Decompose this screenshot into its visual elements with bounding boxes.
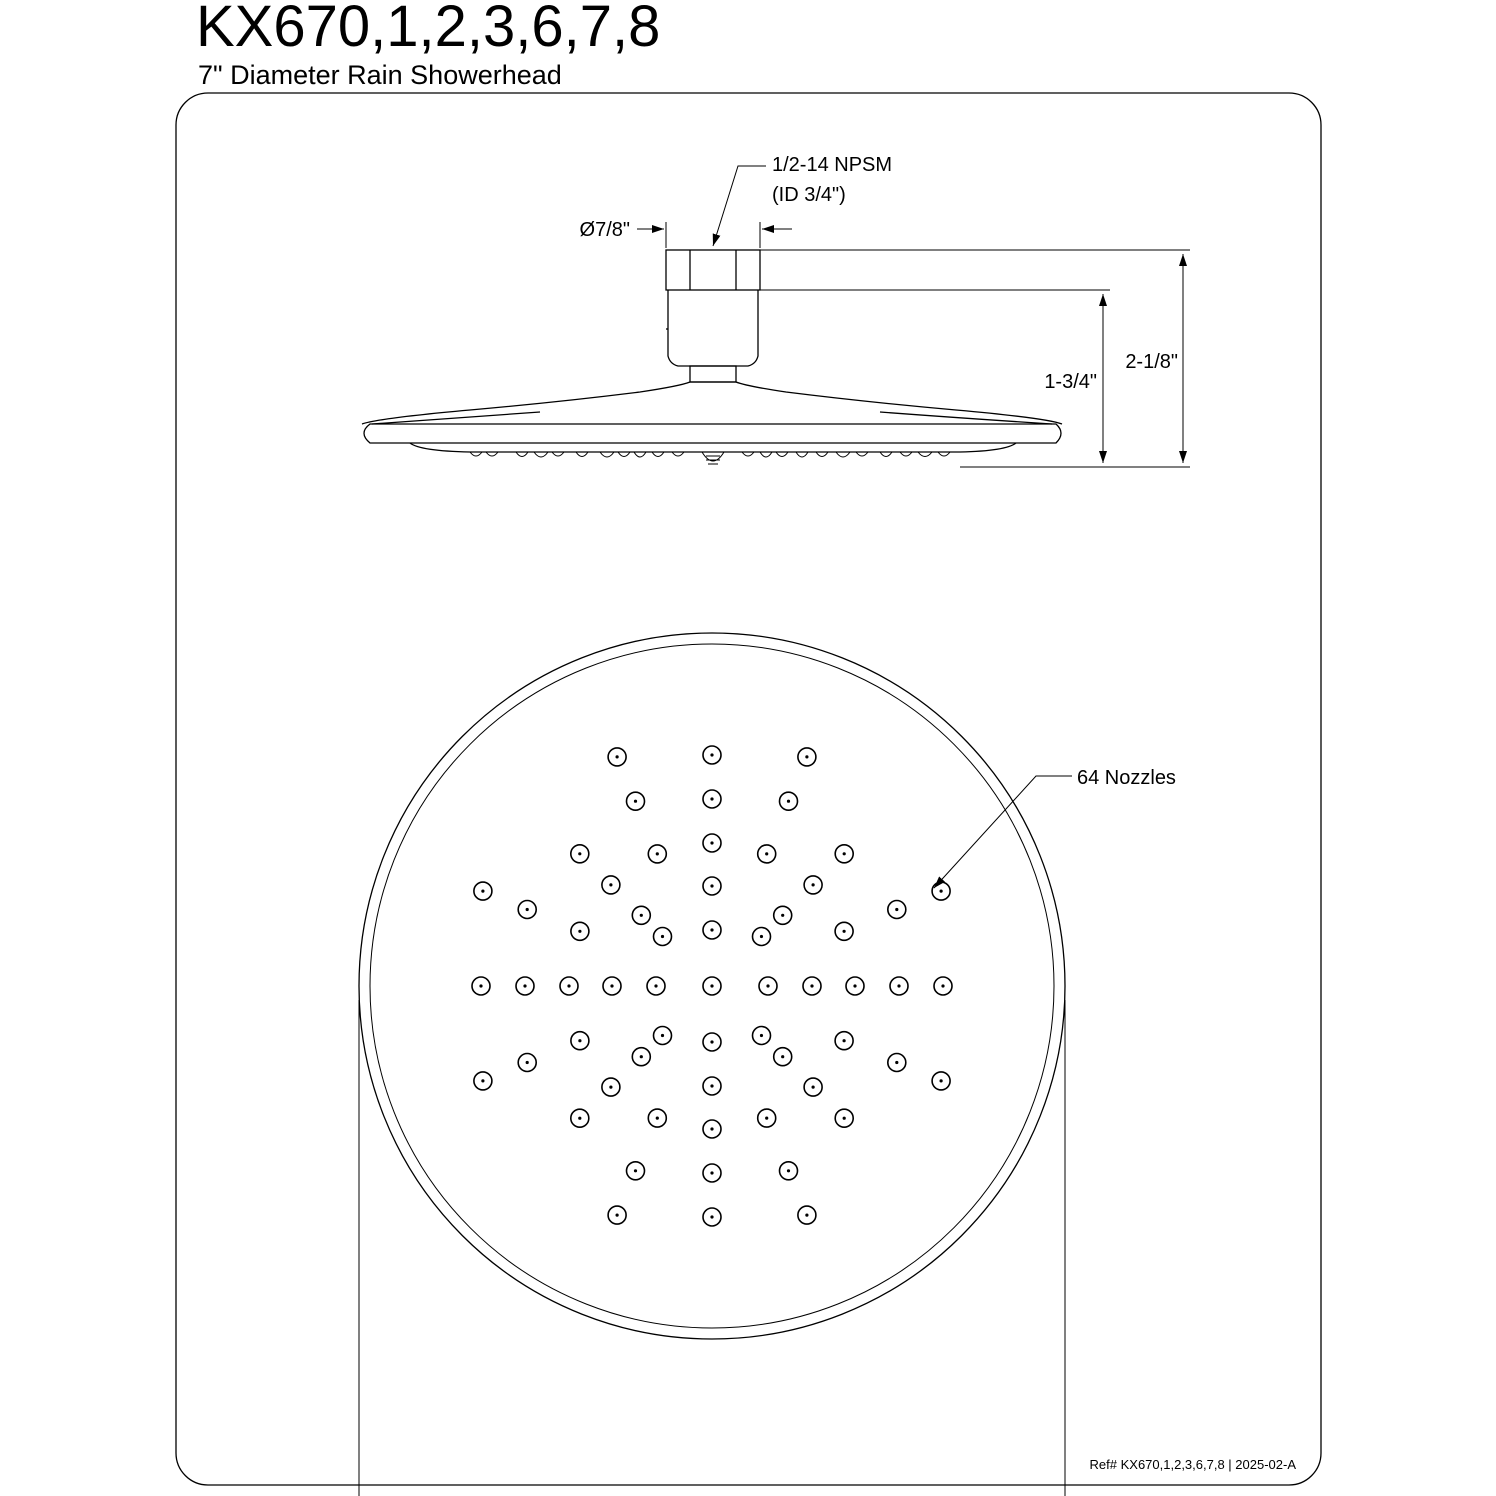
nozzle-center — [610, 984, 613, 987]
nozzle-center — [765, 1117, 768, 1120]
nozzle-center — [479, 984, 482, 987]
nozzle-center — [578, 1039, 581, 1042]
nozzle-center — [616, 1214, 619, 1217]
nozzle-center — [710, 884, 713, 887]
thread-callout-line1: 1/2-14 NPSM — [772, 154, 893, 176]
nozzle-center — [654, 984, 657, 987]
nozzle-center — [710, 984, 713, 987]
nozzle-center — [710, 841, 713, 844]
nozzle-center — [843, 930, 846, 933]
nozzle-center — [895, 1061, 898, 1064]
nozzle-center — [578, 930, 581, 933]
nozzle-center — [661, 935, 664, 938]
nozzle-center — [523, 984, 526, 987]
nozzle-center — [616, 755, 619, 758]
nozzle-center — [640, 1055, 643, 1058]
model-title: KX670,1,2,3,6,7,8 — [196, 0, 661, 59]
nozzle-center — [656, 852, 659, 855]
nozzle-center — [805, 1214, 808, 1217]
nozzle-center — [526, 908, 529, 911]
nozzle-center — [640, 914, 643, 917]
nozzle-center — [526, 1061, 529, 1064]
nozzle-center — [940, 890, 943, 893]
nozzle-center — [812, 1086, 815, 1089]
nozzle-grid — [472, 746, 952, 1226]
nozzle-center — [843, 1039, 846, 1042]
face-dimensions — [359, 776, 1072, 1496]
connector-neck — [690, 366, 736, 382]
nozzle-center — [578, 852, 581, 855]
nozzle-center — [760, 1034, 763, 1037]
nozzle-center — [710, 928, 713, 931]
nozzle-center — [812, 883, 815, 886]
nozzle-center — [481, 1079, 484, 1082]
showerhead-plate — [410, 443, 1016, 452]
nozzle-center — [940, 1079, 943, 1082]
nozzle-center — [781, 914, 784, 917]
nozzle-center — [567, 984, 570, 987]
nozzle-center — [787, 1169, 790, 1172]
connector-body — [668, 290, 758, 366]
nozzle-center — [634, 800, 637, 803]
nozzle-center — [787, 800, 790, 803]
overall-height-label: 2-1/8" — [1125, 351, 1178, 373]
nozzle-leader — [934, 776, 1072, 888]
thread-leader — [713, 166, 766, 246]
nozzle-center — [634, 1169, 637, 1172]
nozzle-center — [710, 797, 713, 800]
connector-nut — [666, 250, 760, 290]
height-to-arm-label: 1-3/4" — [1044, 371, 1097, 393]
nozzle-center — [941, 984, 944, 987]
nozzle-center — [656, 1117, 659, 1120]
nozzle-center — [578, 1117, 581, 1120]
nozzle-center — [805, 755, 808, 758]
side-nozzles — [470, 452, 950, 464]
nozzle-center — [843, 852, 846, 855]
nozzle-center — [710, 1127, 713, 1130]
nozzle-center — [853, 984, 856, 987]
side-view — [362, 250, 1062, 452]
product-subtitle: 7" Diameter Rain Showerhead — [198, 60, 562, 90]
nozzle-center — [609, 883, 612, 886]
nozzle-center — [481, 890, 484, 893]
thread-callout-line2: (ID 3/4") — [772, 184, 846, 206]
reference-footer: Ref# KX670,1,2,3,6,7,8 | 2025-02-A — [1089, 1457, 1296, 1472]
nozzle-center — [710, 753, 713, 756]
nozzle-center — [766, 984, 769, 987]
nozzle-center — [765, 852, 768, 855]
nozzle-center — [710, 1215, 713, 1218]
nozzle-center — [661, 1034, 664, 1037]
nozzle-center — [843, 1117, 846, 1120]
nozzle-center — [710, 1084, 713, 1087]
connector-diameter-label: Ø7/8" — [579, 219, 630, 241]
nozzle-center — [781, 1055, 784, 1058]
nozzle-center — [609, 1086, 612, 1089]
nozzle-callout-label: 64 Nozzles — [1077, 767, 1176, 789]
nozzle-center — [897, 984, 900, 987]
nozzle-center — [760, 935, 763, 938]
nozzle-center — [710, 1040, 713, 1043]
nozzle-center — [895, 908, 898, 911]
nozzle-center — [810, 984, 813, 987]
side-dimensions — [637, 166, 1190, 467]
showerhead-rim — [364, 424, 1061, 443]
nozzle-center — [710, 1171, 713, 1174]
drawing-frame — [176, 93, 1321, 1485]
